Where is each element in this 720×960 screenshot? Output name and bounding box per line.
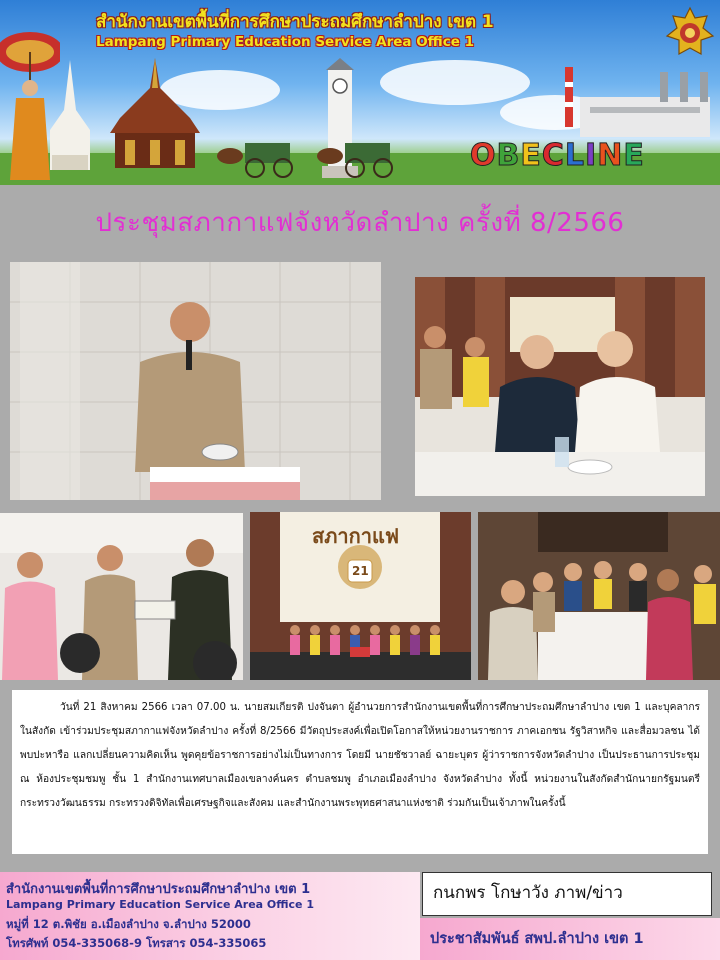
footer-contact	[0, 872, 420, 960]
photo-award	[0, 513, 243, 680]
header-title-thai: สำนักงานเขตพื้นที่การศึกษาประถมศึกษาลำปาง เขต 1	[96, 12, 494, 32]
logo-letter: O	[470, 138, 497, 173]
photo-credit: กนกพร โกษาวัง ภาพ/ข่าว	[422, 872, 712, 916]
logo-letter: E	[623, 138, 645, 173]
photo-guests-table	[415, 277, 705, 496]
logo-letter: C	[541, 138, 565, 173]
footer-address: หมู่ที่ 12 ต.พิชัย อ.เมืองลำปาง จ.ลำปาง 52000	[6, 917, 251, 931]
photo-guests-table-image	[415, 277, 705, 496]
pr-label: ประชาสัมพันธ์ สพป.ลำปาง เขต 1	[420, 918, 720, 960]
photo-stage-group	[250, 512, 471, 680]
photo-meeting-table-image	[478, 512, 720, 680]
footer-org-english: Lampang Primary Education Service Area Office 1	[6, 898, 314, 911]
obecline-logo	[470, 138, 645, 173]
photo-speaker-image	[10, 262, 381, 500]
photo-award-image	[0, 513, 243, 680]
temple-image	[100, 58, 210, 173]
logo-letter: I	[585, 138, 598, 173]
news-headline: ประชุมสภากาแฟจังหวัดลำปาง ครั้งที่ 8/2566	[95, 208, 625, 238]
cloud	[380, 60, 530, 105]
footer-phone: โทรศัพท์ 054-335068-9 โทรสาร 054-335065	[6, 936, 267, 950]
logo-letter: E	[520, 138, 542, 173]
stage-banner-title: สภากาแฟ	[312, 524, 400, 548]
photo-meeting-table	[478, 512, 720, 680]
obec-crest-logo	[663, 6, 717, 62]
logo-letter: N	[597, 138, 624, 173]
power-plant-image	[560, 62, 720, 142]
header-banner	[0, 0, 720, 185]
pagoda-image	[40, 60, 100, 170]
stage-banner-number: 21	[352, 564, 369, 578]
horse-carts-image	[215, 138, 425, 178]
photo-speaker	[10, 262, 381, 500]
footer-org-thai: สำนักงานเขตพื้นที่การศึกษาประถมศึกษาลำปาง เขต 1	[6, 882, 311, 897]
article-body	[12, 690, 708, 854]
logo-letter: L	[564, 138, 586, 173]
logo-letter: B	[496, 138, 521, 173]
footer-credits	[420, 872, 720, 960]
header-title-english: Lampang Primary Education Service Area Office 1	[96, 34, 474, 50]
article-paragraph: วันที่ 21 สิงหาคม 2566 เวลา 07.00 น. นายสมเกียรติ ปงจันตา ผู้อำนวยการสำนักงานเขตพื้นที่การศึกษาประถมศึกษาลำปาง เขต 1 และบุคลากรในสังกัด เข้าร่วมประชุมสภากาแฟจังหวัดลำปาง ครั้งที่ 8/2566 มีวัตถุประสงค์เพื่อเปิดโอกาสให้หน่วยงานราชการ ภาคเอกชน รัฐวิสาหกิจ และสื่อมวลชน ได้พบปะหารือ แลกเปลี่ยนความคิดเห็น พูดคุยข้อราชการอย่างไม่เป็นทางการ โดยมี นายชัชวาลย์ ฉายะบุตร ผู้ว่าราชการจังหวัดลำปาง เป็นประธานการประชุม ณ ห้องประชุมชมพู ชั้น 1 สำนักงานเทศบาลเมืองเขลางค์นคร ตำบลชมพู อำเภอเมืองลำปาง จังหวัดลำปาง ทั้งนี้ หน่วยงานในสังกัดสำนักนายกรัฐมนตรี กระทรวงวัฒนธรรม กระทรวงดิจิทัลเพื่อเศรษฐกิจและสังคม และสำนักงานพระพุทธศาสนาแห่งชาติ ร่วมกันเป็นเจ้าภาพในครั้งนี้	[20, 702, 700, 809]
